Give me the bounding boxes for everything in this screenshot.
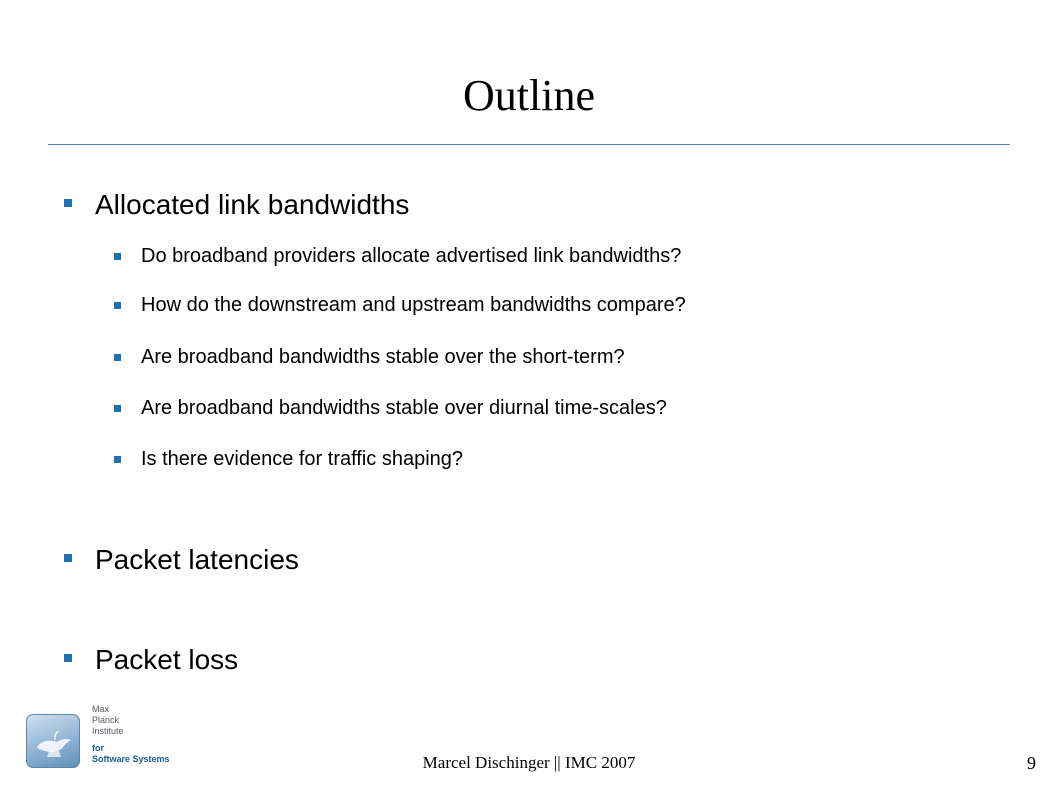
sub-bullet-item: How do the downstream and upstream bandwidths compare?	[141, 294, 686, 316]
bullet-marker	[64, 654, 72, 662]
logo-line: for	[92, 743, 104, 753]
page-number: 9	[1027, 753, 1036, 773]
bullet-marker	[64, 199, 72, 207]
bullet-item: Packet loss	[95, 644, 239, 675]
logo-line: Institute	[92, 726, 124, 736]
slide-footer: Marcel Dischinger || IMC 2007	[422, 753, 636, 772]
bullet-item: Allocated link bandwidths	[95, 189, 410, 220]
logo-line: Planck	[92, 715, 120, 725]
sub-bullet-item: Are broadband bandwidths stable over the short-term?	[141, 346, 625, 368]
slide-title: Outline	[463, 71, 595, 120]
sub-bullet-marker	[114, 302, 121, 309]
sub-bullet-marker	[114, 456, 121, 463]
sub-bullet-item: Do broadband providers allocate advertised link bandwidths?	[141, 245, 682, 267]
bullet-marker	[64, 554, 72, 562]
logo-line: Max	[92, 704, 110, 714]
title-divider	[48, 144, 1010, 145]
sub-bullet-marker	[114, 253, 121, 260]
sub-bullet-item: Are broadband bandwidths stable over diurnal time-scales?	[141, 397, 667, 419]
sub-bullet-marker	[114, 354, 121, 361]
sub-bullet-item: Is there evidence for traffic shaping?	[141, 448, 464, 470]
bullet-item: Packet latencies	[95, 544, 299, 575]
sub-bullet-marker	[114, 405, 121, 412]
logo-line: Software Systems	[92, 754, 170, 764]
